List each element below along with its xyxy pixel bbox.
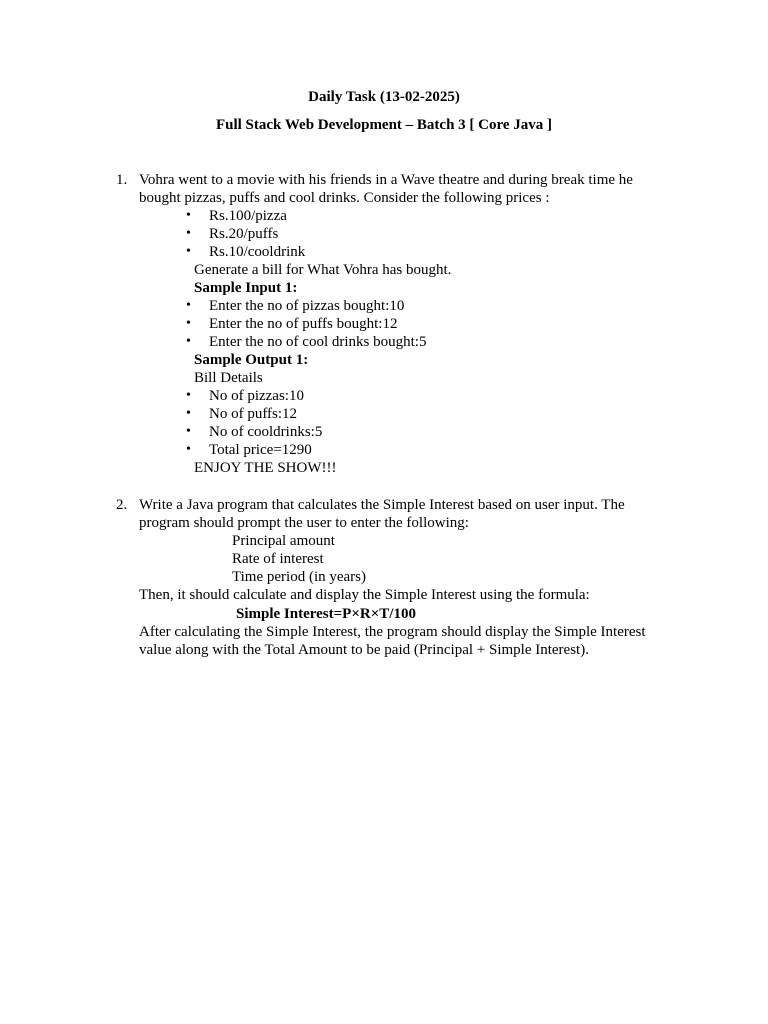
bullet-icon: • (186, 388, 191, 403)
sample-output-item: No of cooldrinks:5 (209, 424, 323, 440)
instruction-text: Generate a bill for What Vohra has bought. (194, 262, 452, 278)
after-text: After calculating the Simple Interest, the program should display the Simple Interest (139, 624, 646, 640)
price-item: Rs.100/pizza (209, 208, 287, 224)
sample-input-label: Sample Input 1: (194, 280, 298, 296)
bullet-icon: • (186, 424, 191, 439)
bullet-icon: • (186, 244, 191, 259)
bullet-icon: • (186, 442, 191, 457)
sample-output-item: No of pizzas:10 (209, 388, 304, 404)
after-text: value along with the Total Amount to be paid (Principal + Simple Interest). (139, 642, 589, 658)
task-number: 2. (116, 497, 128, 513)
sample-input-item: Enter the no of pizzas bought:10 (209, 298, 405, 314)
bullet-icon: • (186, 298, 191, 313)
task-number: 1. (116, 172, 128, 188)
bullet-icon: • (186, 316, 191, 331)
document-title: Daily Task (13-02-2025) (308, 89, 460, 105)
input-item: Rate of interest (232, 551, 324, 567)
input-item: Principal amount (232, 533, 335, 549)
task-intro-line: bought pizzas, puffs and cool drinks. Consider the following prices : (139, 190, 550, 206)
closing-text: ENJOY THE SHOW!!! (194, 460, 337, 476)
bullet-icon: • (186, 208, 191, 223)
sample-input-item: Enter the no of puffs bought:12 (209, 316, 398, 332)
bullet-icon: • (186, 406, 191, 421)
bill-heading: Bill Details (194, 370, 263, 386)
bullet-icon: • (186, 334, 191, 349)
task-intro-line: Write a Java program that calculates the Simple Interest based on user input. The (139, 497, 625, 513)
sample-output-item: Total price=1290 (209, 442, 312, 458)
task-intro-line: program should prompt the user to enter the following: (139, 515, 469, 531)
price-item: Rs.20/puffs (209, 226, 279, 242)
task-intro-line: Vohra went to a movie with his friends in a Wave theatre and during break time he (139, 172, 633, 188)
price-item: Rs.10/cooldrink (209, 244, 306, 260)
formula-text: Simple Interest=P×R×T/100 (236, 606, 416, 622)
bullet-icon: • (186, 226, 191, 241)
sample-output-label: Sample Output 1: (194, 352, 309, 368)
sample-output-item: No of puffs:12 (209, 406, 298, 422)
document-subtitle: Full Stack Web Development – Batch 3 [ Core Java ] (215, 117, 553, 133)
sample-input-item: Enter the no of cool drinks bought:5 (209, 334, 427, 350)
then-text: Then, it should calculate and display the Simple Interest using the formula: (139, 587, 590, 603)
input-item: Time period (in years) (232, 569, 367, 585)
